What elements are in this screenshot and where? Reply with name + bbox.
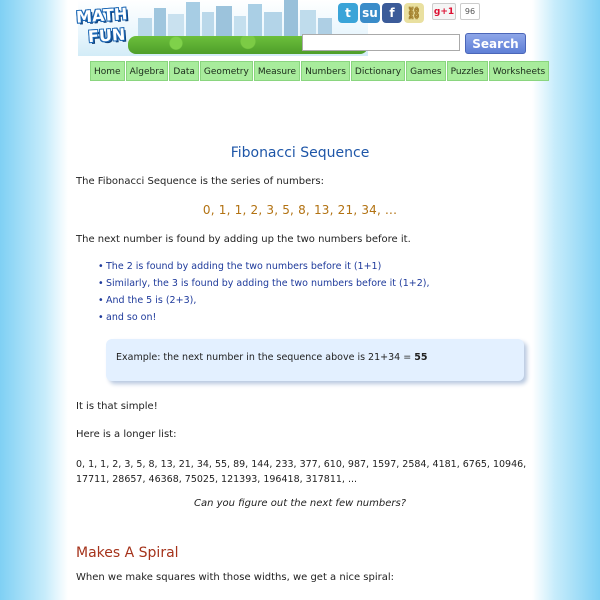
logo-text-math: MATH: [75, 4, 128, 27]
search-button[interactable]: Search: [465, 33, 526, 54]
social-share-bar: [338, 3, 424, 23]
nav-dictionary[interactable]: Dictionary: [351, 61, 405, 81]
logo-text-fun: FUN: [87, 24, 126, 47]
google-plus-count: 96: [460, 3, 480, 20]
example-answer: 55: [414, 352, 428, 363]
list-item: • The 2 is found by adding the two numbers before it (1+1): [98, 258, 429, 275]
link-icon[interactable]: ⛓: [404, 3, 424, 23]
nav-puzzles[interactable]: Puzzles: [447, 61, 488, 81]
nav-data[interactable]: Data: [169, 61, 199, 81]
next-rule-text: The next number is found by adding up the two numbers before it.: [76, 234, 411, 245]
stumbleupon-icon[interactable]: su: [360, 3, 380, 23]
example-box: [106, 339, 524, 381]
intro-text: The Fibonacci Sequence is the series of numbers:: [76, 176, 324, 187]
nav-algebra[interactable]: Algebra: [126, 61, 169, 81]
list-item: • and so on!: [98, 309, 429, 326]
nav-games[interactable]: Games: [406, 61, 445, 81]
page: [68, 0, 546, 600]
page-title: Fibonacci Sequence: [230, 145, 370, 161]
fibonacci-sequence: 0, 1, 1, 2, 3, 5, 8, 13, 21, 34, ...: [202, 203, 398, 217]
facebook-icon[interactable]: f: [382, 3, 402, 23]
google-plus-button[interactable]: g+1: [432, 3, 456, 20]
list-item: • Similarly, the 3 is found by adding the two numbers before it (1+2),: [98, 275, 429, 292]
nav-measure[interactable]: Measure: [254, 61, 300, 81]
explanation-list: [98, 258, 429, 326]
nav-geometry[interactable]: Geometry: [200, 61, 253, 81]
simple-text: It is that simple!: [76, 401, 158, 412]
spiral-text: When we make squares with those widths, we get a nice spiral:: [76, 572, 395, 583]
site-header: [68, 0, 532, 58]
google-plus-widget: [432, 3, 480, 20]
mathsisfun-logo[interactable]: [74, 6, 134, 50]
search-input[interactable]: [302, 34, 460, 51]
main-nav: [90, 61, 549, 81]
example-text: Example: the next number in the sequence above is 21+34 =: [116, 352, 415, 363]
long-fibonacci-list: 0, 1, 1, 2, 3, 5, 8, 13, 21, 34, 55, 89, 144, 233, 377, 610, 987, 1597, 2584, 4181, 6765, 10946, 17711, 28657, 46368, 75025, 121393, 196418, 317811, ...: [76, 459, 527, 485]
section-heading-spiral: Makes A Spiral: [76, 545, 179, 561]
list-item: • And the 5 is (2+3),: [98, 292, 429, 309]
longer-list-intro: Here is a longer list:: [76, 429, 177, 440]
nav-numbers[interactable]: Numbers: [301, 61, 350, 81]
nav-home[interactable]: Home: [90, 61, 125, 81]
nav-worksheets[interactable]: Worksheets: [489, 61, 549, 81]
question-text: Can you figure out the next few numbers?: [194, 498, 406, 509]
twitter-icon[interactable]: t: [338, 3, 358, 23]
